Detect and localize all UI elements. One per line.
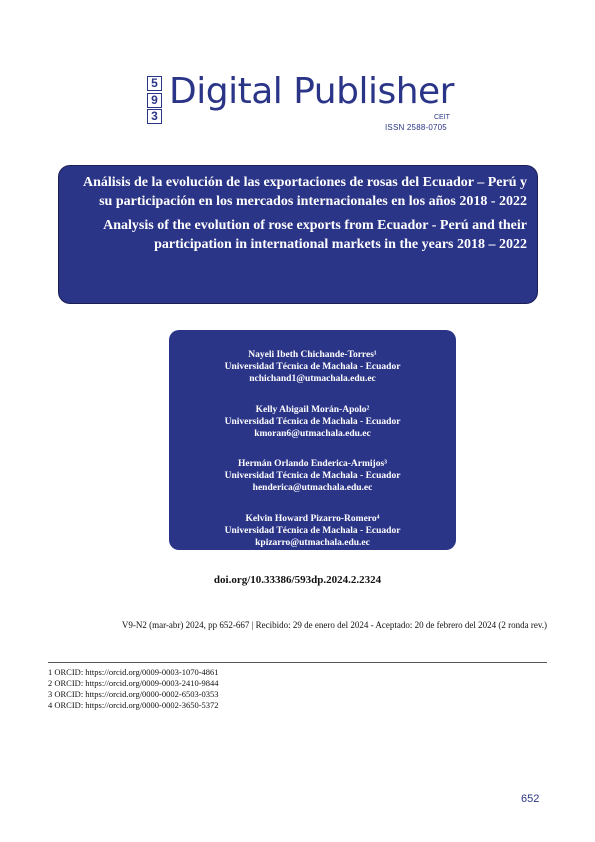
- author-block: [169, 404, 456, 440]
- orcid-footnote[interactable]: 4 ORCID: https://orcid.org/0000-0002-3650-5372: [48, 700, 219, 710]
- logo-digit: 3: [147, 109, 162, 124]
- author-name: Nayeli Ibeth Chichande-Torres¹: [248, 350, 377, 360]
- logo-digit: 9: [147, 93, 162, 108]
- title-box: [58, 165, 538, 304]
- author-block: [169, 458, 456, 494]
- doi-link[interactable]: doi.org/10.33386/593dp.2024.2.2324: [213, 574, 382, 586]
- page-number: 652: [521, 793, 540, 805]
- author-name: Kelvin Howard Pizarro-Romero⁴: [245, 513, 380, 524]
- journal-logo: [147, 71, 467, 136]
- logo-subtitle: CEIT: [434, 114, 450, 121]
- orcid-footnote[interactable]: 3 ORCID: https://orcid.org/0000-0002-6503-0353: [48, 689, 219, 699]
- author-email[interactable]: kpizarro@utmachala.edu.ec: [255, 537, 370, 548]
- author-email[interactable]: kmoran6@utmachala.edu.ec: [254, 428, 371, 439]
- author-block: [169, 349, 456, 385]
- orcid-footnote[interactable]: 1 ORCID: https://orcid.org/0009-0003-1070-4861: [48, 667, 219, 677]
- issn: ISSN 2588-0705: [385, 123, 447, 132]
- logo-digit: 5: [147, 76, 162, 91]
- orcid-footnotes: [48, 667, 219, 711]
- author-block: [169, 513, 456, 549]
- footnote-divider: [48, 662, 547, 663]
- author-affiliation: Universidad Técnica de Machala - Ecuador: [224, 362, 401, 372]
- orcid-footnote[interactable]: 2 ORCID: https://orcid.org/0009-0003-2410-9844: [48, 678, 219, 688]
- author-email[interactable]: henderica@utmachala.edu.ec: [252, 483, 373, 493]
- author-affiliation: Universidad Técnica de Machala - Ecuador: [224, 525, 401, 536]
- author-email[interactable]: nchichand1@utmachala.edu.ec: [249, 374, 376, 384]
- author-name: Hermán Orlando Enderica-Armijos³: [237, 459, 388, 469]
- logo-number-boxes: [147, 76, 164, 126]
- author-name: Kelly Abigail Morán-Apolo²: [255, 404, 370, 415]
- title-english: Analysis of the evolution of rose exports from Ecuador - Perú and their participation in international markets in the years 2018 – 2022: [103, 218, 527, 252]
- author-affiliation: Universidad Técnica de Machala - Ecuador: [224, 416, 401, 427]
- publication-meta: V9-N2 (mar-abr) 2024, pp 652-667 | Recibido: 29 de enero del 2024 - Aceptado: 20 de febrero del 2024 (2 ronda rev.): [121, 620, 547, 630]
- logo-name: Digital Publisher: [169, 71, 454, 112]
- author-affiliation: Universidad Técnica de Machala - Ecuador: [224, 471, 401, 481]
- authors-box: [169, 330, 456, 550]
- title-spanish: Análisis de la evolución de las exportaciones de rosas del Ecuador – Perú y su participación en los mercados internacionales en los años 2018 - 2022: [83, 175, 527, 209]
